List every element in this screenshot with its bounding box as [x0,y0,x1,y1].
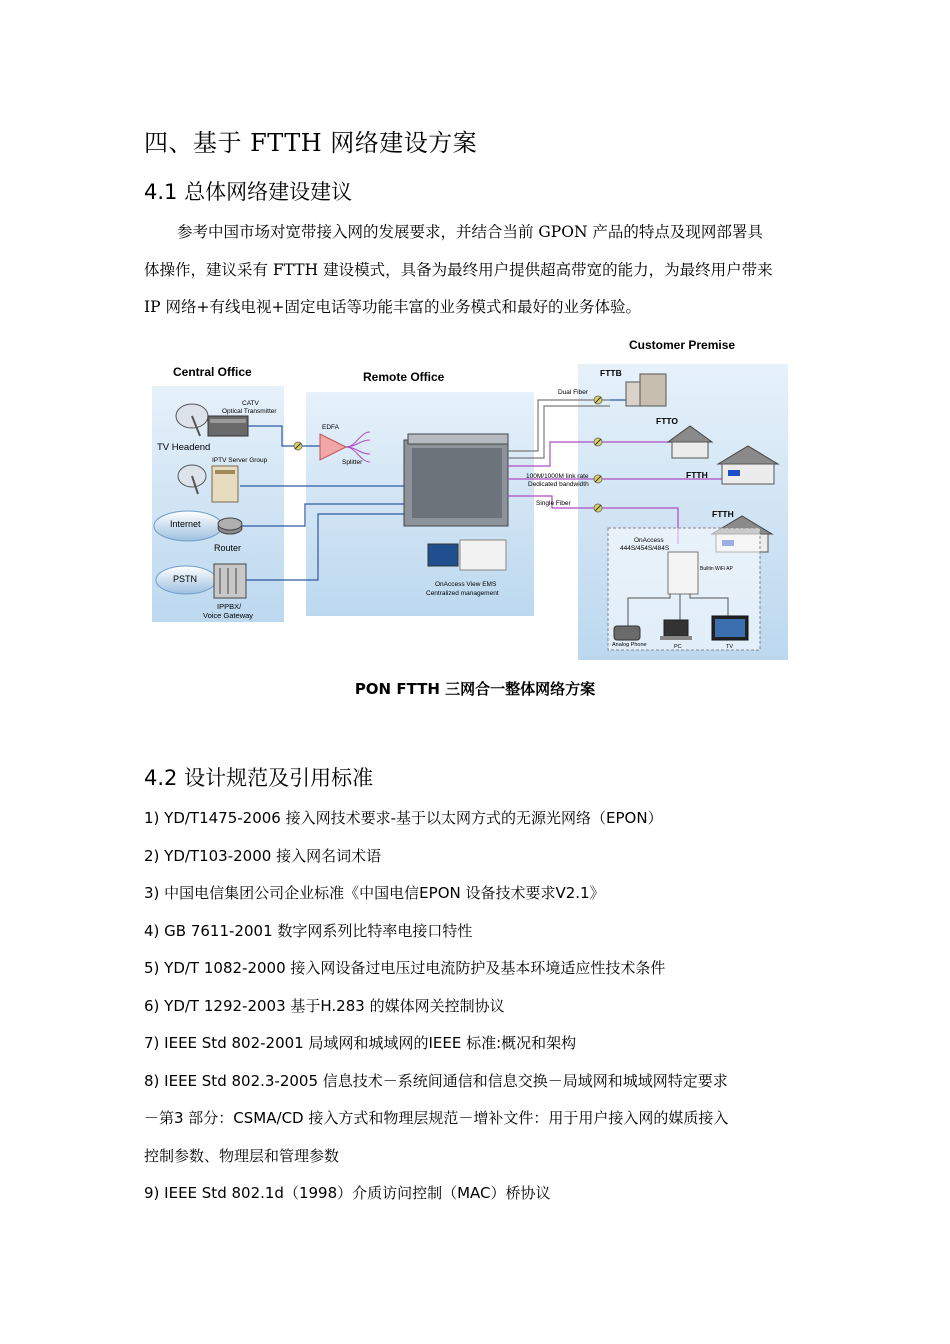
link-rate-label-2: Dedicated bandwidth [528,481,589,488]
ftth-network-diagram [150,336,790,662]
analog-phone-label: Analog Phone [612,642,647,648]
ftth-label-2: FTTH [712,509,734,519]
paragraph-line: 体操作，建议采有 FTTH 建设模式，具备为最终用户提供超高带宽的能力，为最终用户带来 [144,260,773,279]
figure-caption: PON FTTH 三网合一整体网络方案 [354,680,596,698]
list-item: 3) 中国电信集团公司企业标准《中国电信EPON 设备技术要求V2.1》 [144,884,605,902]
connector-icon [594,396,602,404]
pc-label: PC [674,644,682,650]
dual-fiber-label: Dual Fiber [558,389,588,396]
edfa-label: EDFA [322,424,339,431]
section-4-2-title: 4.2 设计规范及引用标准 [144,766,374,790]
section-4-1-title: 4.1 总体网络建设建议 [144,180,353,204]
phone-icon [614,626,640,640]
fttb-label: FTTB [600,368,622,378]
ont-device-icon [668,552,698,594]
onaccess-label: OnAccess [634,537,664,544]
list-item: 控制参数、物理层和管理参数 [144,1146,340,1165]
ems-label-2: Centralized management [426,590,499,597]
catv-transmitter-icon [208,416,248,436]
ems-label: OnAccess View EMS [435,581,497,588]
section-4-1-paragraph [144,214,812,327]
connector-icon [594,438,602,446]
list-item: －第3 部分：CSMA/CD 接入方式和物理层规范－增补文件：用于用户接入网的媒质接入 [144,1109,729,1127]
list-item: 8) IEEE Std 802.3-2005 信息技术－系统间通信和信息交换－局域网和城域网特定要求 [144,1071,728,1090]
link-rate-label: 100M/1000M link rate [526,473,589,480]
paragraph-line: IP 网络+有线电视+固定电话等功能丰富的业务模式和最好的业务体验。 [144,298,641,316]
ippbx-label: IPPBX/ [217,602,242,611]
router-label: Router [214,543,242,553]
ftth-label: FTTH [686,470,708,480]
iptv-server-icon [212,466,238,502]
list-item: 6) YD/T 1292-2003 基于H.283 的媒体网关控制协议 [144,996,505,1015]
ftto-label: FTTO [656,416,679,426]
list-item: 5) YD/T 1082-2000 接入网设备过电压过电流防护及基本环境适应性技术条件 [144,959,666,977]
tv-icon [712,616,748,640]
catv-label-2: Optical Transmitter [222,408,277,415]
laptop-icon [660,620,692,640]
connector-icon [594,475,602,483]
splitter-label: Splitter [342,459,363,466]
list-item: 4) GB 7611-2001 数字网系列比特率电接口特性 [144,921,473,940]
connector-icon [594,504,602,512]
standards-list [144,800,812,1213]
catv-label: CATV [242,400,259,407]
router-icon [218,518,242,534]
ippbx-icon [214,564,246,598]
list-item: 9) IEEE Std 802.1d（1998）介质访问控制（MAC）桥协议 [144,1184,551,1202]
paragraph-line: 参考中国市场对宽带接入网的发展要求，并结合当前 GPON 产品的特点及现网部署具 [177,223,763,241]
ippbx-label-2: Voice Gateway [203,611,254,620]
single-fiber-label: Single Fiber [536,500,571,507]
list-item: 7) IEEE Std 802-2001 局域网和城域网的IEEE 标准:概况和架构 [144,1034,577,1052]
internet-label: Internet [170,519,201,529]
list-item: 2) YD/T103-2000 接入网名词术语 [144,846,382,865]
onaccess-label-2: 444S/454S/484S [620,545,670,552]
main-heading: 四、基于 FTTH 网络建设方案 [144,129,478,157]
olt-chassis-icon [404,434,508,526]
tv-headend-label: TV Headend [157,442,211,453]
remote-office-title: Remote Office [363,370,445,384]
list-item: 1) YD/T1475-2006 接入网技术要求-基于以太网方式的无源光网络（EPON） [144,809,663,827]
iptv-label: IPTV Server Group [212,457,268,464]
tv-label: TV [726,644,734,650]
pstn-label: PSTN [173,574,198,584]
customer-premise-title: Customer Premise [629,338,736,352]
central-office-title: Central Office [173,365,252,379]
ems-computer-icon [428,540,506,570]
wifi-label: Builtin WiFi AP [700,566,733,572]
connector-icon [294,442,302,450]
